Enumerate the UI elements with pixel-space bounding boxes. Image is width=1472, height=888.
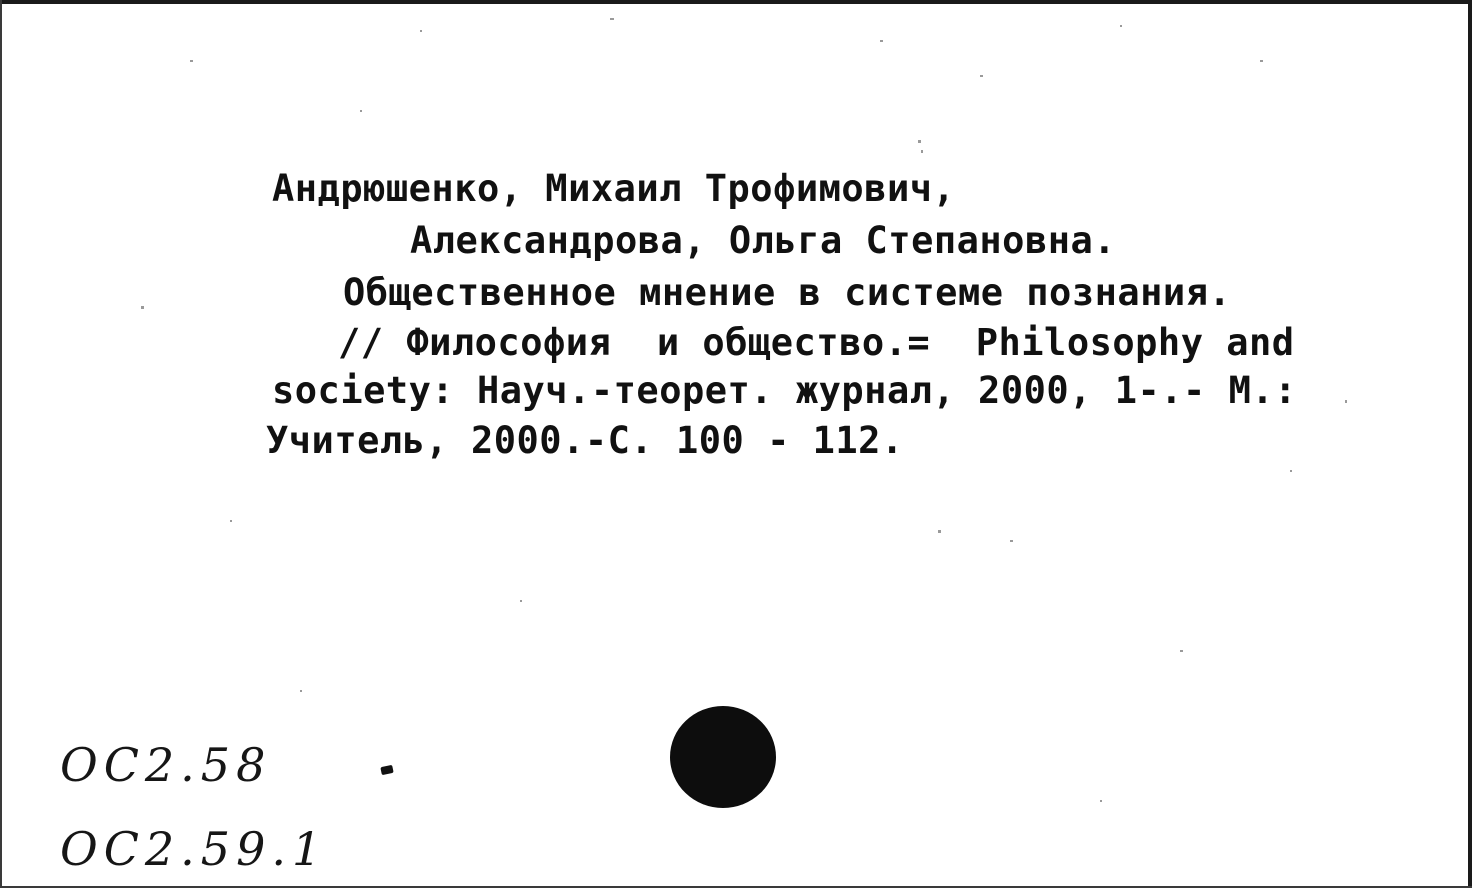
shelfmark-first: ОС2.58 (60, 738, 272, 792)
article-title: Общественное мнение в системе познания. (343, 271, 1232, 314)
author-secondary: Александрова, Ольга Степановна. (410, 219, 1117, 262)
source-line-3: Учитель, 2000.-С. 100 - 112. (266, 419, 904, 462)
author-primary: Андрюшенко, Михаил Трофимович, (272, 167, 956, 210)
shelfmark-second: ОС2.59.1 (60, 822, 328, 876)
source-line-2: society: Науч.-теорет. журнал, 2000, 1-.- М.: (272, 369, 1297, 412)
source-line-1: // Философия и общество.= Philosophy and (338, 321, 1295, 364)
punch-hole (670, 706, 776, 808)
